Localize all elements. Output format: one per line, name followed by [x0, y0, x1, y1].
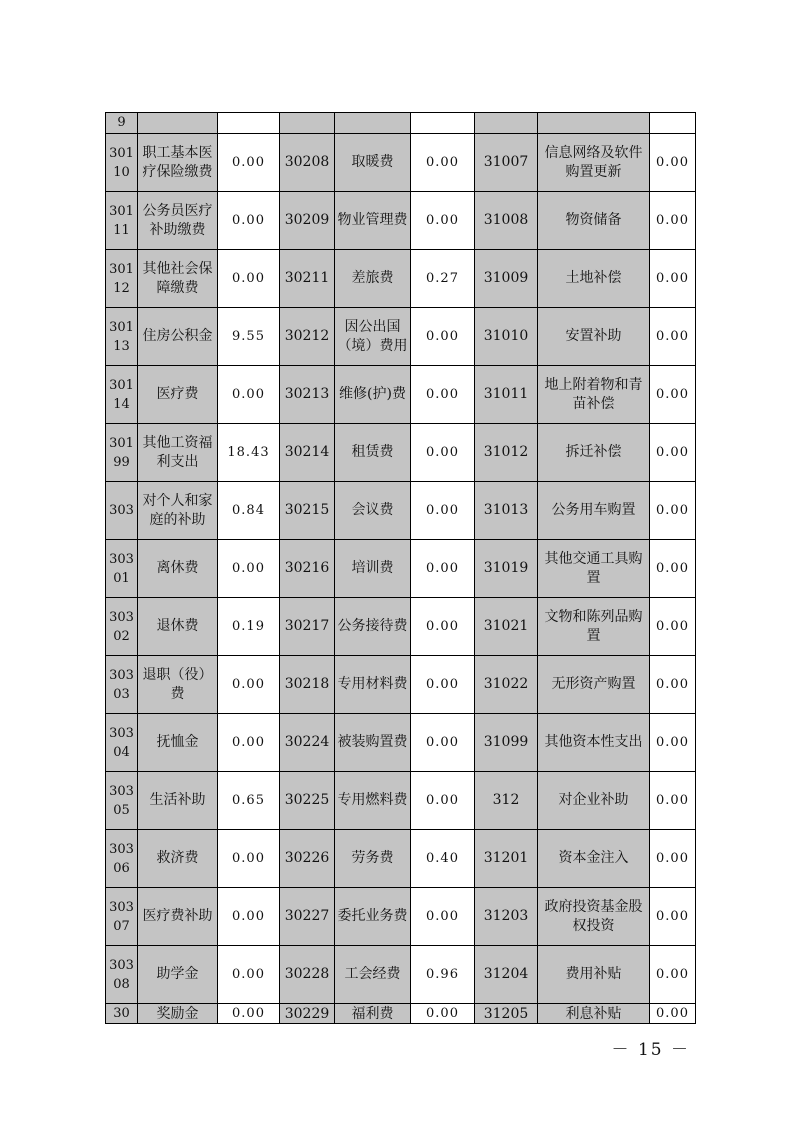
amount-1-cell: 0.00 [218, 250, 280, 308]
amount-3-cell: 0.00 [650, 714, 696, 772]
amount-2-cell: 0.00 [411, 424, 475, 482]
econ-code-1-cell: 30112 [106, 250, 138, 308]
econ-code-2-cell: 30217 [280, 598, 335, 656]
table-row [106, 830, 696, 888]
item-name-1-cell: 生活补助 [138, 772, 218, 830]
econ-code-1-cell: 9 [106, 113, 138, 134]
econ-code-2-cell: 30227 [280, 888, 335, 946]
item-name-1-cell: 其他工资福利支出 [138, 424, 218, 482]
amount-2-cell: 0.00 [411, 888, 475, 946]
amount-2-cell: 0.40 [411, 830, 475, 888]
item-name-2-cell: 取暖费 [335, 134, 411, 192]
amount-3-cell: 0.00 [650, 366, 696, 424]
amount-2-cell: 0.00 [411, 714, 475, 772]
table-row [106, 540, 696, 598]
table-row [106, 946, 696, 1004]
econ-code-2-cell: 30229 [280, 1004, 335, 1024]
amount-1-cell: 0.65 [218, 772, 280, 830]
item-name-2-cell: 租赁费 [335, 424, 411, 482]
econ-code-3-cell: 31019 [475, 540, 538, 598]
econ-code-2-cell: 30224 [280, 714, 335, 772]
table-row [106, 888, 696, 946]
amount-3-cell: 0.00 [650, 772, 696, 830]
item-name-1-cell: 退休费 [138, 598, 218, 656]
item-name-2-cell: 工会经费 [335, 946, 411, 1004]
table-row [106, 424, 696, 482]
amount-1-cell: 0.84 [218, 482, 280, 540]
item-name-3-cell: 物资储备 [538, 192, 650, 250]
item-name-2-cell: 培训费 [335, 540, 411, 598]
econ-code-3-cell: 31013 [475, 482, 538, 540]
table-row [106, 482, 696, 540]
amount-3-cell: 0.00 [650, 946, 696, 1004]
econ-code-2-cell: 30209 [280, 192, 335, 250]
amount-3-cell: 0.00 [650, 308, 696, 366]
table-row-bottom [106, 1004, 696, 1024]
econ-code-1-cell: 30303 [106, 656, 138, 714]
amount-1-cell: 0.00 [218, 656, 280, 714]
amount-3-cell: 0.00 [650, 830, 696, 888]
item-name-1-cell: 奖励金 [138, 1004, 218, 1024]
econ-code-1-cell: 30199 [106, 424, 138, 482]
item-name-1-cell [138, 113, 218, 134]
econ-code-3-cell: 31204 [475, 946, 538, 1004]
table-row [106, 366, 696, 424]
amount-1-cell: 0.19 [218, 598, 280, 656]
item-name-1-cell: 抚恤金 [138, 714, 218, 772]
amount-3-cell: 0.00 [650, 1004, 696, 1024]
econ-code-2-cell: 30215 [280, 482, 335, 540]
amount-1-cell: 0.00 [218, 540, 280, 598]
econ-code-1-cell: 303 [106, 482, 138, 540]
econ-code-1-cell: 30111 [106, 192, 138, 250]
amount-3-cell [650, 113, 696, 134]
item-name-3-cell: 无形资产购置 [538, 656, 650, 714]
econ-code-2-cell [280, 113, 335, 134]
econ-code-1-cell: 30305 [106, 772, 138, 830]
econ-code-1-cell: 30306 [106, 830, 138, 888]
econ-code-1-cell: 30113 [106, 308, 138, 366]
item-name-2-cell: 被装购置费 [335, 714, 411, 772]
amount-1-cell: 0.00 [218, 830, 280, 888]
item-name-1-cell: 离休费 [138, 540, 218, 598]
item-name-1-cell: 其他社会保障缴费 [138, 250, 218, 308]
item-name-2-cell: 因公出国（境）费用 [335, 308, 411, 366]
item-name-2-cell: 劳务费 [335, 830, 411, 888]
item-name-3-cell [538, 113, 650, 134]
item-name-3-cell: 土地补偿 [538, 250, 650, 308]
econ-code-3-cell: 31008 [475, 192, 538, 250]
amount-2-cell: 0.96 [411, 946, 475, 1004]
table-row [106, 598, 696, 656]
amount-3-cell: 0.00 [650, 888, 696, 946]
econ-code-3-cell: 31021 [475, 598, 538, 656]
item-name-2-cell: 福利费 [335, 1004, 411, 1024]
amount-2-cell: 0.00 [411, 598, 475, 656]
econ-code-2-cell: 30214 [280, 424, 335, 482]
amount-2-cell: 0.27 [411, 250, 475, 308]
amount-2-cell: 0.00 [411, 482, 475, 540]
item-name-3-cell: 政府投资基金股权投资 [538, 888, 650, 946]
item-name-3-cell: 安置补助 [538, 308, 650, 366]
econ-code-3-cell: 31011 [475, 366, 538, 424]
item-name-2-cell: 公务接待费 [335, 598, 411, 656]
econ-code-3-cell: 31009 [475, 250, 538, 308]
econ-code-3-cell: 312 [475, 772, 538, 830]
item-name-3-cell: 信息网络及软件购置更新 [538, 134, 650, 192]
econ-code-2-cell: 30216 [280, 540, 335, 598]
item-name-2-cell: 物业管理费 [335, 192, 411, 250]
econ-code-1-cell: 30304 [106, 714, 138, 772]
econ-code-3-cell: 31203 [475, 888, 538, 946]
item-name-1-cell: 住房公积金 [138, 308, 218, 366]
econ-code-2-cell: 30218 [280, 656, 335, 714]
amount-2-cell: 0.00 [411, 308, 475, 366]
amount-2-cell: 0.00 [411, 772, 475, 830]
item-name-1-cell: 救济费 [138, 830, 218, 888]
econ-code-3-cell: 31010 [475, 308, 538, 366]
amount-1-cell: 0.00 [218, 192, 280, 250]
amount-2-cell: 0.00 [411, 134, 475, 192]
item-name-2-cell: 专用燃料费 [335, 772, 411, 830]
econ-code-1-cell: 30301 [106, 540, 138, 598]
econ-code-1-cell: 30110 [106, 134, 138, 192]
table-row [106, 250, 696, 308]
amount-3-cell: 0.00 [650, 482, 696, 540]
econ-code-2-cell: 30225 [280, 772, 335, 830]
table-row [106, 656, 696, 714]
econ-code-3-cell: 31022 [475, 656, 538, 714]
amount-2-cell [411, 113, 475, 134]
econ-code-3-cell [475, 113, 538, 134]
item-name-1-cell: 对个人和家庭的补助 [138, 482, 218, 540]
econ-code-1-cell: 30302 [106, 598, 138, 656]
amount-3-cell: 0.00 [650, 598, 696, 656]
item-name-1-cell: 医疗费 [138, 366, 218, 424]
item-name-2-cell: 专用材料费 [335, 656, 411, 714]
item-name-3-cell: 对企业补助 [538, 772, 650, 830]
table-row [106, 714, 696, 772]
item-name-3-cell: 其他资本性支出 [538, 714, 650, 772]
econ-code-3-cell: 31007 [475, 134, 538, 192]
econ-code-3-cell: 31012 [475, 424, 538, 482]
amount-1-cell: 0.00 [218, 888, 280, 946]
item-name-2-cell: 差旅费 [335, 250, 411, 308]
amount-3-cell: 0.00 [650, 424, 696, 482]
amount-2-cell: 0.00 [411, 1004, 475, 1024]
item-name-3-cell: 文物和陈列品购置 [538, 598, 650, 656]
item-name-1-cell: 职工基本医疗保险缴费 [138, 134, 218, 192]
econ-code-3-cell: 31099 [475, 714, 538, 772]
econ-code-1-cell: 30114 [106, 366, 138, 424]
amount-1-cell [218, 113, 280, 134]
item-name-3-cell: 其他交通工具购置 [538, 540, 650, 598]
amount-2-cell: 0.00 [411, 366, 475, 424]
item-name-3-cell: 费用补贴 [538, 946, 650, 1004]
amount-1-cell: 0.00 [218, 134, 280, 192]
amount-1-cell: 0.00 [218, 366, 280, 424]
amount-3-cell: 0.00 [650, 134, 696, 192]
budget-table [105, 112, 696, 1024]
econ-code-2-cell: 30226 [280, 830, 335, 888]
econ-code-1-cell: 30307 [106, 888, 138, 946]
page-number: － 15 － [611, 1040, 690, 1060]
amount-1-cell: 18.43 [218, 424, 280, 482]
econ-code-2-cell: 30208 [280, 134, 335, 192]
item-name-3-cell: 公务用车购置 [538, 482, 650, 540]
table-row-top [106, 113, 696, 134]
table-row [106, 308, 696, 366]
item-name-1-cell: 公务员医疗补助缴费 [138, 192, 218, 250]
amount-1-cell: 0.00 [218, 946, 280, 1004]
item-name-3-cell: 拆迁补偿 [538, 424, 650, 482]
item-name-2-cell: 维修(护)费 [335, 366, 411, 424]
amount-1-cell: 0.00 [218, 714, 280, 772]
amount-1-cell: 0.00 [218, 1004, 280, 1024]
amount-3-cell: 0.00 [650, 192, 696, 250]
amount-2-cell: 0.00 [411, 656, 475, 714]
amount-2-cell: 0.00 [411, 540, 475, 598]
econ-code-1-cell: 30 [106, 1004, 138, 1024]
item-name-2-cell: 会议费 [335, 482, 411, 540]
econ-code-3-cell: 31205 [475, 1004, 538, 1024]
item-name-3-cell: 资本金注入 [538, 830, 650, 888]
econ-code-1-cell: 30308 [106, 946, 138, 1004]
item-name-2-cell [335, 113, 411, 134]
econ-code-2-cell: 30228 [280, 946, 335, 1004]
item-name-1-cell: 医疗费补助 [138, 888, 218, 946]
item-name-1-cell: 退职（役）费 [138, 656, 218, 714]
econ-code-2-cell: 30211 [280, 250, 335, 308]
table-row [106, 134, 696, 192]
amount-1-cell: 9.55 [218, 308, 280, 366]
table-row [106, 192, 696, 250]
item-name-3-cell: 地上附着物和青苗补偿 [538, 366, 650, 424]
econ-code-2-cell: 30212 [280, 308, 335, 366]
econ-code-2-cell: 30213 [280, 366, 335, 424]
item-name-3-cell: 利息补贴 [538, 1004, 650, 1024]
item-name-1-cell: 助学金 [138, 946, 218, 1004]
amount-3-cell: 0.00 [650, 540, 696, 598]
amount-3-cell: 0.00 [650, 250, 696, 308]
econ-code-3-cell: 31201 [475, 830, 538, 888]
table-row [106, 772, 696, 830]
item-name-2-cell: 委托业务费 [335, 888, 411, 946]
amount-2-cell: 0.00 [411, 192, 475, 250]
amount-3-cell: 0.00 [650, 656, 696, 714]
